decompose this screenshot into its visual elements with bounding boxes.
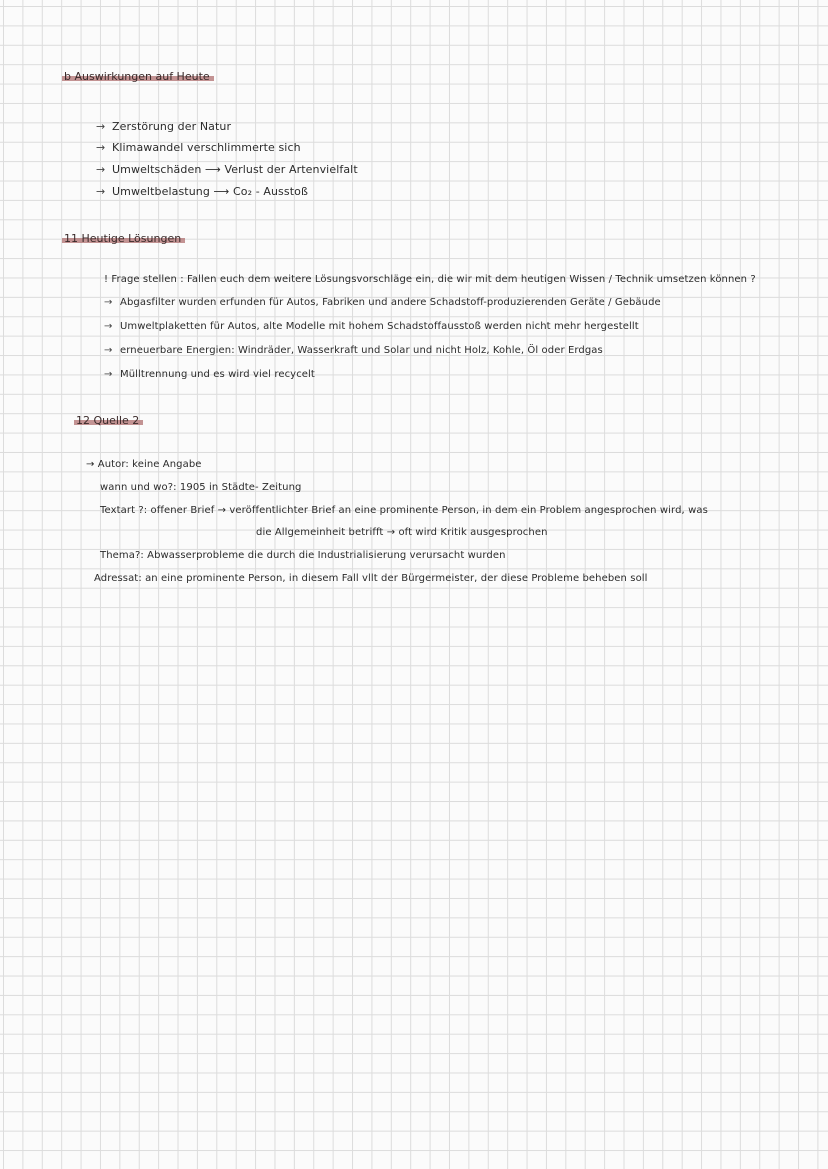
source-line-author: → Autor: keine Angabe (86, 459, 202, 470)
list-item-text: Klimawandel verschlimmerte sich (112, 141, 301, 154)
arrow-bullet-icon: → (96, 120, 106, 133)
section-heading-loesungen: 11 Heutige Lösungen (62, 232, 185, 245)
list-item-text: Umweltbelastung ⟶ Co₂ - Ausstoß (112, 185, 308, 198)
list-item (96, 120, 231, 133)
arrow-bullet-icon: → (96, 163, 106, 176)
arrow-bullet-icon: → (104, 321, 113, 332)
list-item (104, 297, 661, 308)
question-line: ! Frage stellen : Fallen euch dem weitere Lösungsvorschläge ein, die wir mit dem heutigen Wissen / Technik umsetzen können ? (104, 274, 756, 285)
source-line-when-where: wann und wo?: 1905 in Städte- Zeitung (100, 482, 302, 493)
arrow-bullet-icon: → (96, 141, 106, 154)
arrow-bullet-icon: → (104, 369, 113, 380)
list-item (104, 369, 315, 380)
list-item (96, 141, 301, 154)
list-item (96, 185, 308, 198)
list-item-text: Umweltschäden ⟶ Verlust der Artenvielfalt (112, 163, 358, 176)
list-item (104, 345, 603, 356)
list-item-text: Umweltplaketten für Autos, alte Modelle mit hohem Schadstoffausstoß werden nicht mehr hergestellt (120, 321, 639, 332)
list-item-text: Abgasfilter wurden erfunden für Autos, Fabriken und andere Schadstoff-produzierenden Geräte / Gebäude (120, 297, 661, 308)
section-heading-quelle: 12 Quelle 2 (74, 414, 143, 427)
arrow-bullet-icon: → (104, 297, 113, 308)
source-line-addressee: Adressat: an eine prominente Person, in diesem Fall vllt der Bürgermeister, der diese Probleme beheben soll (94, 573, 648, 584)
source-line-text-type-continued: die Allgemeinheit betrifft → oft wird Kritik ausgesprochen (256, 527, 548, 538)
list-item (96, 163, 358, 176)
section-heading-auswirkungen: b Auswirkungen auf Heute (62, 70, 214, 83)
source-line-text-type: Textart ?: offener Brief → veröffentlichter Brief an eine prominente Person, in dem ein Problem angesprochen wird, was (100, 505, 708, 516)
list-item (104, 321, 639, 332)
list-item-text: Mülltrennung und es wird viel recycelt (120, 369, 315, 380)
list-item-text: erneuerbare Energien: Windräder, Wasserkraft und Solar und nicht Holz, Kohle, Öl oder Erdgas (120, 345, 603, 356)
arrow-bullet-icon: → (96, 185, 106, 198)
arrow-bullet-icon: → (104, 345, 113, 356)
list-item-text: Zerstörung der Natur (112, 120, 232, 133)
source-line-topic: Thema?: Abwasserprobleme die durch die Industrialisierung verursacht wurden (100, 550, 506, 561)
